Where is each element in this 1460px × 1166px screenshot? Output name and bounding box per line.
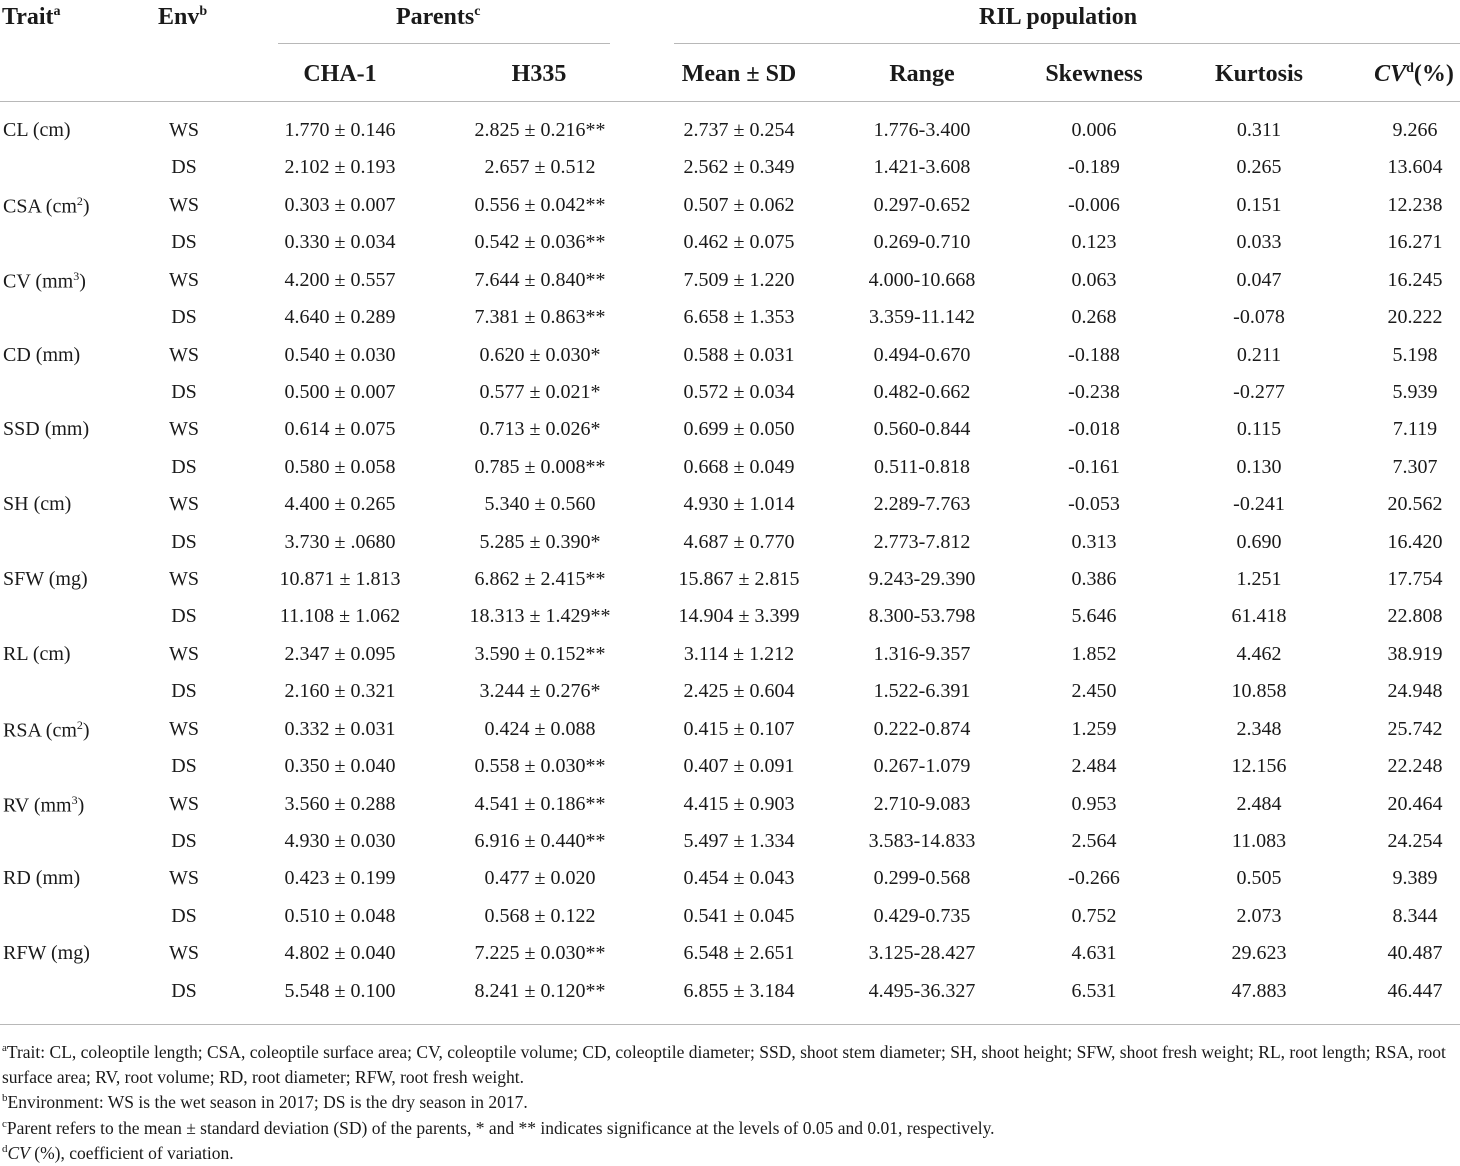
trait-cell: CL (cm) [3, 119, 71, 141]
env-cell: DS [171, 531, 197, 553]
header-parents: Parents$^c$ [396, 4, 481, 30]
header-trait: Trait$^a$ [2, 4, 61, 30]
h335-cell: 5.340 ± 0.560 [484, 493, 596, 515]
skewness-cell: -0.053 [1068, 493, 1120, 515]
cha1-cell: 0.580 ± 0.058 [284, 456, 396, 478]
cha1-cell: 0.614 ± 0.075 [284, 418, 396, 440]
cv-cell: 16.245 [1387, 269, 1443, 291]
cv-cell: 8.344 [1392, 905, 1438, 927]
env-cell: DS [171, 680, 197, 702]
env-cell: WS [169, 867, 199, 889]
mean-sd-cell: 6.658 ± 1.353 [683, 306, 795, 328]
mean-sd-cell: 6.548 ± 2.651 [683, 942, 795, 964]
trait-cell: SFW (mg) [3, 568, 88, 590]
h335-cell: 0.424 ± 0.088 [484, 718, 596, 740]
kurtosis-cell: 47.883 [1231, 980, 1287, 1002]
skewness-cell: 6.531 [1071, 980, 1117, 1002]
kurtosis-cell: 0.505 [1236, 867, 1282, 889]
kurtosis-cell: 2.348 [1236, 718, 1282, 740]
range-cell: 0.299-0.568 [873, 867, 971, 889]
env-cell: WS [169, 119, 199, 141]
skewness-cell: -0.238 [1068, 381, 1120, 403]
mean-sd-cell: 2.425 ± 0.604 [683, 680, 795, 702]
kurtosis-cell: 0.115 [1236, 418, 1282, 440]
cv-cell: 9.266 [1392, 119, 1438, 141]
parents-underline [278, 43, 610, 44]
range-cell: 0.494-0.670 [873, 344, 971, 366]
kurtosis-cell: 12.156 [1231, 755, 1287, 777]
kurtosis-cell: 61.418 [1231, 605, 1287, 627]
mean-sd-cell: 0.415 ± 0.107 [683, 718, 795, 740]
header-cv: $CV^d(\%)$ [1374, 61, 1454, 87]
skewness-cell: 2.484 [1071, 755, 1117, 777]
footnote-a: $^a$Trait: CL, coleoptile length; CSA, coleoptile surface area; CV, coleoptile volume; CD, coleoptile diameter; SSD, shoot stem diameter; SH, shoot height; SFW, shoot fresh weight; RL, root length; RSA, root surface area; RV, root volume; RD, root diameter; RFW, root fresh weight. [2, 1041, 1446, 1087]
cha1-cell: 0.350 ± 0.040 [284, 755, 396, 777]
range-cell: 2.773-7.812 [873, 531, 971, 553]
trait-cell: CD (mm) [3, 344, 81, 366]
header-kurtosis: Kurtosis [1214, 61, 1304, 87]
mean-sd-cell: 3.114 ± 1.212 [683, 643, 795, 665]
kurtosis-cell: 0.265 [1236, 156, 1282, 178]
env-cell: DS [171, 905, 197, 927]
cha1-cell: 0.303 ± 0.007 [284, 194, 396, 216]
kurtosis-cell: 0.211 [1236, 344, 1282, 366]
trait-cell: SSD (mm) [3, 418, 90, 440]
cv-cell: 16.420 [1387, 531, 1443, 553]
cv-cell: 24.948 [1387, 680, 1443, 702]
mean-sd-cell: 14.904 ± 3.399 [678, 605, 800, 627]
h335-cell: 8.241 ± 0.120** [474, 980, 606, 1002]
header-h335: H335 [511, 61, 567, 87]
env-cell: DS [171, 456, 197, 478]
cha1-cell: 0.332 ± 0.031 [284, 718, 396, 740]
env-cell: DS [171, 231, 197, 253]
range-cell: 3.359-11.142 [869, 306, 975, 328]
range-cell: 8.300-53.798 [868, 605, 976, 627]
cv-cell: 22.248 [1387, 755, 1443, 777]
mean-sd-cell: 0.454 ± 0.043 [683, 867, 795, 889]
cha1-cell: 5.548 ± 0.100 [284, 980, 396, 1002]
h335-cell: 0.713 ± 0.026* [479, 418, 601, 440]
skewness-cell: 0.313 [1071, 531, 1117, 553]
mean-sd-cell: 7.509 ± 1.220 [683, 269, 795, 291]
h335-cell: 5.285 ± 0.390* [479, 531, 601, 553]
mean-sd-cell: 0.507 ± 0.062 [683, 194, 795, 216]
kurtosis-cell: -0.277 [1233, 381, 1285, 403]
mean-sd-cell: 6.855 ± 3.184 [683, 980, 795, 1002]
h335-cell: 0.558 ± 0.030** [474, 755, 606, 777]
cv-cell: 12.238 [1387, 194, 1443, 216]
skewness-cell: 0.063 [1071, 269, 1117, 291]
cv-cell: 7.119 [1392, 418, 1438, 440]
range-cell: 2.289-7.763 [873, 493, 971, 515]
footnote-b: $^b$Environment: WS is the wet season in 2017; DS is the dry season in 2017. [2, 1091, 528, 1112]
header-cha1: CHA-1 [303, 61, 377, 87]
skewness-cell: 0.006 [1071, 119, 1117, 141]
trait-cell: SH (cm) [3, 493, 72, 515]
skewness-cell: 5.646 [1071, 605, 1117, 627]
skewness-cell: 1.852 [1071, 643, 1117, 665]
skewness-cell: 0.386 [1071, 568, 1117, 590]
kurtosis-cell: 29.623 [1231, 942, 1287, 964]
cha1-cell: 2.102 ± 0.193 [284, 156, 396, 178]
env-cell: WS [169, 793, 199, 815]
env-cell: DS [171, 830, 197, 852]
h335-cell: 0.542 ± 0.036** [474, 231, 606, 253]
h335-cell: 2.825 ± 0.216** [474, 119, 606, 141]
trait-cell: RL (cm) [3, 643, 71, 665]
h335-cell: 2.657 ± 0.512 [484, 156, 596, 178]
cv-cell: 40.487 [1387, 942, 1443, 964]
cha1-cell: 0.540 ± 0.030 [284, 344, 396, 366]
footnote-d: $^d$CV (%), coefficient of variation. [2, 1142, 234, 1163]
cv-cell: 46.447 [1387, 980, 1443, 1002]
kurtosis-cell: 2.484 [1236, 793, 1282, 815]
header-env: Env$^b$ [158, 4, 208, 30]
env-cell: WS [169, 942, 199, 964]
mean-sd-cell: 0.699 ± 0.050 [683, 418, 795, 440]
env-cell: DS [171, 980, 197, 1002]
mean-sd-cell: 0.407 ± 0.091 [683, 755, 795, 777]
mean-sd-cell: 4.930 ± 1.014 [683, 493, 795, 515]
range-cell: 1.316-9.357 [873, 643, 971, 665]
range-cell: 0.269-0.710 [873, 231, 971, 253]
env-cell: WS [169, 568, 199, 590]
kurtosis-cell: 0.033 [1236, 231, 1282, 253]
trait-cell: CV $(mm^3)$ [3, 269, 86, 293]
ril-underline [674, 43, 1460, 44]
trait-cell: RD (mm) [3, 867, 81, 889]
skewness-cell: 1.259 [1071, 718, 1117, 740]
skewness-cell: -0.266 [1068, 867, 1120, 889]
cha1-cell: 1.770 ± 0.146 [284, 119, 396, 141]
cv-cell: 7.307 [1392, 456, 1438, 478]
cv-cell: 22.808 [1387, 605, 1443, 627]
cv-cell: 24.254 [1387, 830, 1443, 852]
env-cell: DS [171, 306, 197, 328]
kurtosis-cell: 1.251 [1236, 568, 1282, 590]
range-cell: 0.297-0.652 [873, 194, 971, 216]
kurtosis-cell: 0.151 [1236, 194, 1282, 216]
env-cell: WS [169, 418, 199, 440]
env-cell: DS [171, 381, 197, 403]
h335-cell: 0.577 ± 0.021* [479, 381, 601, 403]
cv-cell: 5.939 [1392, 381, 1438, 403]
mean-sd-cell: 0.572 ± 0.034 [683, 381, 795, 403]
trait-cell: RSA $(cm^2)$ [3, 718, 90, 742]
kurtosis-cell: 0.690 [1236, 531, 1282, 553]
cha1-cell: 0.330 ± 0.034 [284, 231, 396, 253]
kurtosis-cell: 11.083 [1231, 830, 1287, 852]
cv-cell: 20.562 [1387, 493, 1443, 515]
range-cell: 0.511-0.818 [874, 456, 970, 478]
cha1-cell: 0.423 ± 0.199 [284, 867, 396, 889]
h335-cell: 0.568 ± 0.122 [484, 905, 596, 927]
skewness-cell: -0.189 [1068, 156, 1120, 178]
cha1-cell: 4.930 ± 0.030 [284, 830, 396, 852]
mean-sd-cell: 0.541 ± 0.045 [683, 905, 795, 927]
trait-cell: RFW (mg) [3, 942, 90, 964]
range-cell: 4.495-36.327 [868, 980, 976, 1002]
range-cell: 1.522-6.391 [873, 680, 971, 702]
header-ril-population: RIL population [979, 4, 1138, 30]
kurtosis-cell: 10.858 [1231, 680, 1287, 702]
mean-sd-cell: 5.497 ± 1.334 [683, 830, 795, 852]
range-cell: 0.482-0.662 [873, 381, 971, 403]
range-cell: 9.243-29.390 [868, 568, 976, 590]
skewness-cell: -0.018 [1068, 418, 1120, 440]
kurtosis-cell: 2.073 [1236, 905, 1282, 927]
mean-sd-cell: 0.588 ± 0.031 [683, 344, 795, 366]
kurtosis-cell: 0.130 [1236, 456, 1282, 478]
range-cell: 3.583-14.833 [868, 830, 976, 852]
kurtosis-cell: 4.462 [1236, 643, 1282, 665]
header-skewness: Skewness [1045, 61, 1143, 87]
h335-cell: 18.313 ± 1.429** [469, 605, 611, 627]
header-rule [0, 101, 1460, 102]
cv-cell: 25.742 [1387, 718, 1443, 740]
cha1-cell: 3.560 ± 0.288 [284, 793, 396, 815]
kurtosis-cell: 0.047 [1236, 269, 1282, 291]
range-cell: 1.421-3.608 [873, 156, 971, 178]
cha1-cell: 0.510 ± 0.048 [284, 905, 396, 927]
cha1-cell: 0.500 ± 0.007 [284, 381, 396, 403]
skewness-cell: 2.564 [1071, 830, 1117, 852]
cv-cell: 38.919 [1387, 643, 1443, 665]
kurtosis-cell: -0.241 [1233, 493, 1285, 515]
header-range: Range [889, 61, 955, 87]
footnote-c: $^c$Parent refers to the mean ± standard deviation (SD) of the parents, * and ** indicates significance at the levels of 0.05 and 0.01, respectively. [2, 1117, 995, 1138]
cv-cell: 17.754 [1387, 568, 1443, 590]
mean-sd-cell: 2.562 ± 0.349 [683, 156, 795, 178]
range-cell: 1.776-3.400 [873, 119, 971, 141]
h335-cell: 6.916 ± 0.440** [474, 830, 606, 852]
trait-cell: RV $(mm^3)$ [3, 793, 85, 817]
env-cell: DS [171, 156, 197, 178]
h335-cell: 7.225 ± 0.030** [474, 942, 606, 964]
skewness-cell: 4.631 [1071, 942, 1117, 964]
cha1-cell: 3.730 ± .0680 [284, 531, 396, 553]
h335-cell: 4.541 ± 0.186** [474, 793, 606, 815]
mean-sd-cell: 0.668 ± 0.049 [683, 456, 795, 478]
mean-sd-cell: 4.687 ± 0.770 [683, 531, 795, 553]
kurtosis-cell: 0.311 [1236, 119, 1282, 141]
skewness-cell: 0.752 [1071, 905, 1117, 927]
h335-cell: 0.620 ± 0.030* [479, 344, 601, 366]
h335-cell: 0.556 ± 0.042** [474, 194, 606, 216]
env-cell: DS [171, 605, 197, 627]
skewness-cell: 0.953 [1071, 793, 1117, 815]
range-cell: 0.267-1.079 [873, 755, 971, 777]
cv-cell: 16.271 [1387, 231, 1443, 253]
mean-sd-cell: 15.867 ± 2.815 [678, 568, 800, 590]
env-cell: WS [169, 718, 199, 740]
cha1-cell: 2.160 ± 0.321 [284, 680, 396, 702]
cha1-cell: 11.108 ± 1.062 [279, 605, 401, 627]
kurtosis-cell: -0.078 [1233, 306, 1285, 328]
cha1-cell: 10.871 ± 1.813 [279, 568, 401, 590]
h335-cell: 7.381 ± 0.863** [474, 306, 606, 328]
table-bottom-rule [0, 1024, 1460, 1025]
range-cell: 0.222-0.874 [873, 718, 971, 740]
h335-cell: 6.862 ± 2.415** [474, 568, 606, 590]
cv-cell: 9.389 [1392, 867, 1438, 889]
skewness-cell: -0.161 [1068, 456, 1120, 478]
range-cell: 4.000-10.668 [868, 269, 976, 291]
mean-sd-cell: 2.737 ± 0.254 [683, 119, 795, 141]
cv-cell: 13.604 [1387, 156, 1443, 178]
skewness-cell: -0.006 [1068, 194, 1120, 216]
cha1-cell: 4.400 ± 0.265 [284, 493, 396, 515]
range-cell: 0.429-0.735 [873, 905, 971, 927]
env-cell: WS [169, 269, 199, 291]
mean-sd-cell: 0.462 ± 0.075 [683, 231, 795, 253]
env-cell: DS [171, 755, 197, 777]
h335-cell: 3.244 ± 0.276* [479, 680, 601, 702]
skewness-cell: 0.123 [1071, 231, 1117, 253]
trait-cell: CSA $(cm^2)$ [3, 194, 90, 218]
mean-sd-cell: 4.415 ± 0.903 [683, 793, 795, 815]
env-cell: WS [169, 643, 199, 665]
env-cell: WS [169, 344, 199, 366]
cha1-cell: 2.347 ± 0.095 [284, 643, 396, 665]
range-cell: 3.125-28.427 [868, 942, 976, 964]
env-cell: WS [169, 493, 199, 515]
skewness-cell: -0.188 [1068, 344, 1120, 366]
env-cell: WS [169, 194, 199, 216]
cv-cell: 20.464 [1387, 793, 1443, 815]
skewness-cell: 0.268 [1071, 306, 1117, 328]
h335-cell: 0.785 ± 0.008** [474, 456, 606, 478]
cv-cell: 5.198 [1392, 344, 1438, 366]
h335-cell: 3.590 ± 0.152** [474, 643, 606, 665]
cha1-cell: 4.802 ± 0.040 [284, 942, 396, 964]
h335-cell: 0.477 ± 0.020 [484, 867, 596, 889]
range-cell: 2.710-9.083 [873, 793, 971, 815]
cv-cell: 20.222 [1387, 306, 1443, 328]
header-mean-sd: Mean ± SD [681, 61, 797, 87]
h335-cell: 7.644 ± 0.840** [474, 269, 606, 291]
cha1-cell: 4.200 ± 0.557 [284, 269, 396, 291]
skewness-cell: 2.450 [1071, 680, 1117, 702]
range-cell: 0.560-0.844 [873, 418, 971, 440]
cha1-cell: 4.640 ± 0.289 [284, 306, 396, 328]
